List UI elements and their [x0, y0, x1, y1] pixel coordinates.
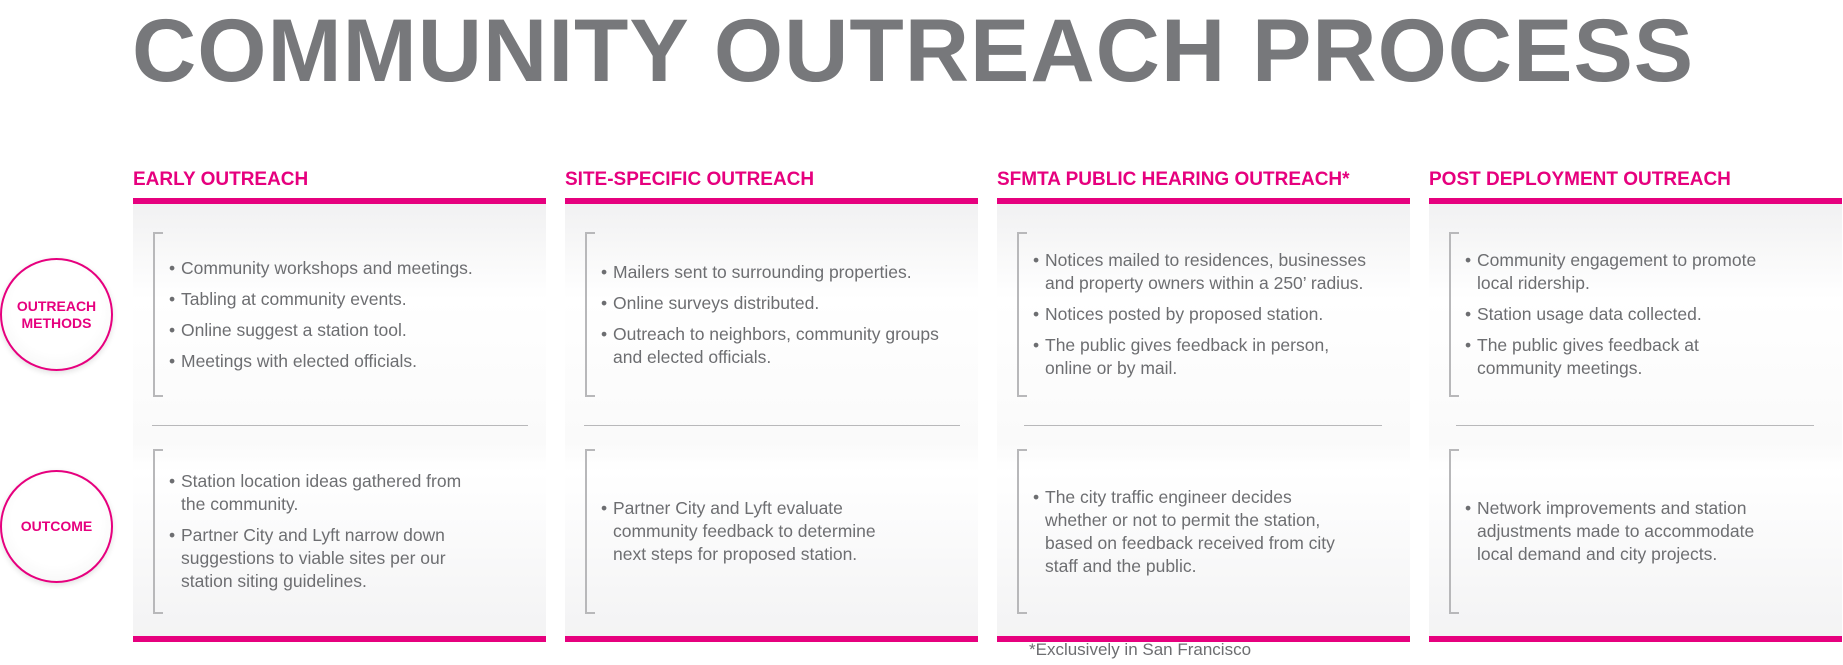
list-item: • Community engagement to promote local ridership. [1465, 249, 1765, 295]
list-item: • Community workshops and meetings. [169, 257, 539, 280]
bracket-divider [1449, 449, 1459, 614]
stage-column-site-specific-outreach [565, 168, 978, 644]
stage-panel [133, 198, 546, 642]
outcome-list [1465, 449, 1785, 614]
bracket-divider [585, 232, 595, 397]
bracket-divider [1017, 232, 1027, 397]
row-separator [584, 425, 960, 426]
stage-heading: SFMTA PUBLIC HEARING OUTREACH* [997, 169, 1350, 190]
list-item: • Notices mailed to residences, businesses and property owners within a 250’ radius. [1033, 249, 1378, 295]
outcome-list [1033, 449, 1358, 614]
stage-panel [997, 198, 1410, 642]
row-label-text: OUTCOME [20, 518, 93, 534]
footnote: *Exclusively in San Francisco [1029, 640, 1252, 659]
stage-heading: POST DEPLOYMENT OUTREACH [1429, 169, 1731, 190]
row-label-outreach-methods [0, 258, 113, 371]
list-item: • The public gives feedback in person, online or by mail. [1033, 334, 1378, 380]
stage-panel [1429, 198, 1842, 642]
page-title: COMMUNITY OUTREACH PROCESS [132, 0, 1695, 100]
list-item: • Online surveys distributed. [601, 292, 941, 315]
list-item: • Station location ideas gathered from the community. [169, 470, 469, 516]
list-item: • The public gives feedback at community meetings. [1465, 334, 1765, 380]
outcome-list [169, 449, 469, 614]
stage-heading: EARLY OUTREACH [133, 169, 309, 190]
stage-column-sfmta-public-hearing-outreach [997, 168, 1410, 644]
stage-panel [565, 198, 978, 642]
list-item: • The city traffic engineer decides whether or not to permit the station, based on feedback received from city staff and the public. [1033, 486, 1358, 578]
row-separator [1024, 425, 1382, 426]
list-item: • Station usage data collected. [1465, 303, 1765, 326]
list-item: • Outreach to neighbors, community groups and elected officials. [601, 323, 941, 369]
list-item: • Partner City and Lyft evaluate community feedback to determine next steps for proposed station. [601, 497, 901, 566]
list-item: • Partner City and Lyft narrow down suggestions to viable sites per our station siting guidelines. [169, 524, 469, 593]
list-item: • Mailers sent to surrounding properties. [601, 261, 941, 284]
list-item: • Tabling at community events. [169, 288, 539, 311]
list-item: • Meetings with elected officials. [169, 350, 539, 373]
list-item: • Notices posted by proposed station. [1033, 303, 1378, 326]
row-separator [1456, 425, 1814, 426]
list-item: • Online suggest a station tool. [169, 319, 539, 342]
row-label-outcome [0, 470, 113, 583]
outreach-methods-list [169, 232, 539, 397]
bracket-divider [153, 232, 163, 397]
bracket-divider [1449, 232, 1459, 397]
bracket-divider [585, 449, 595, 614]
list-item: • Network improvements and station adjustments made to accommodate local demand and city projects. [1465, 497, 1785, 566]
row-label-text: OUTREACH METHODS [16, 297, 97, 331]
bracket-divider [153, 449, 163, 614]
outreach-methods-list [601, 232, 941, 397]
stage-heading: SITE-SPECIFIC OUTREACH [565, 169, 815, 190]
outreach-methods-list [1465, 232, 1765, 397]
outcome-list [601, 449, 901, 614]
bracket-divider [1017, 449, 1027, 614]
stage-column-post-deployment-outreach [1429, 168, 1842, 644]
outreach-methods-list [1033, 232, 1378, 397]
stage-column-early-outreach [133, 168, 546, 644]
row-separator [152, 425, 528, 426]
